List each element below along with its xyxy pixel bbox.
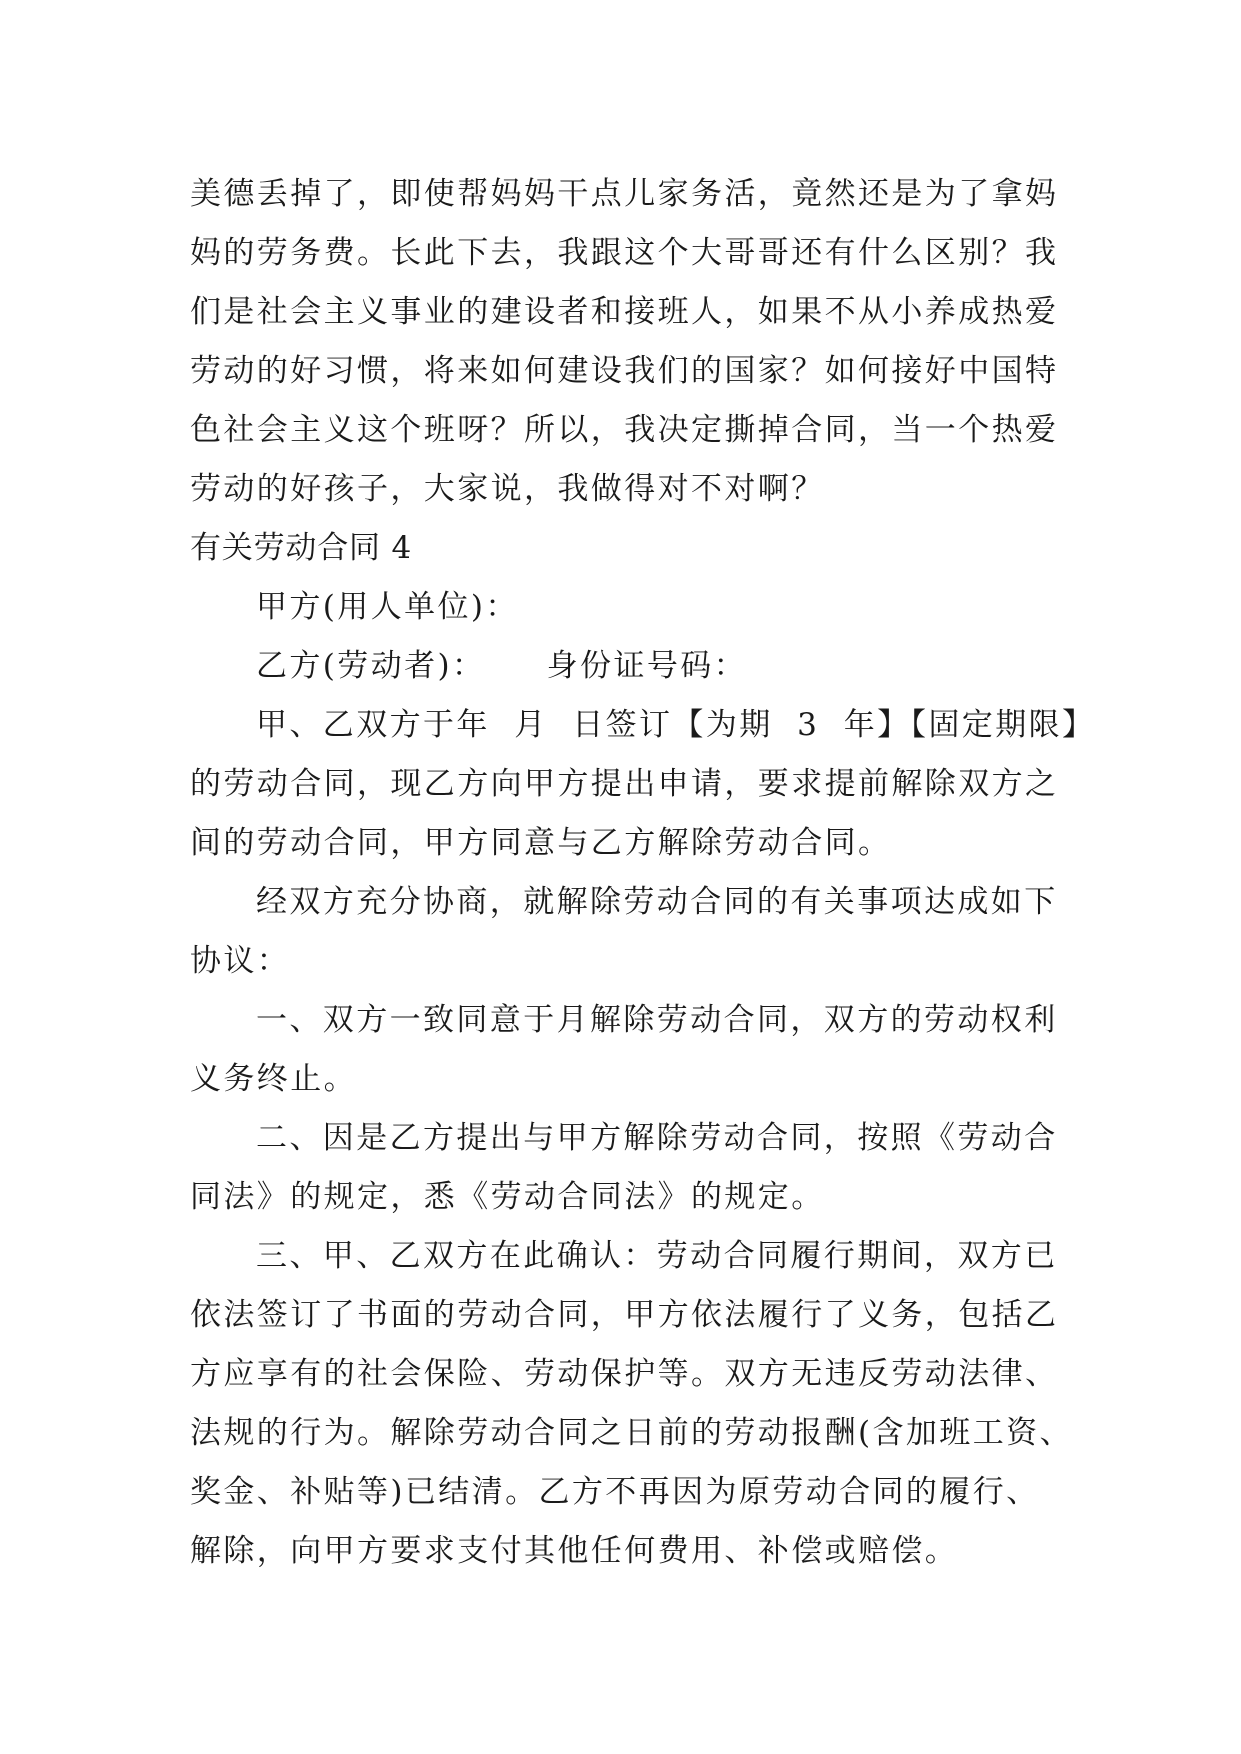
party-a-line: 甲方(用人单位)： (256, 589, 519, 625)
party-b-line: 乙方(劳动者)： 身份证号码： (256, 648, 748, 684)
paragraph-line: 三、甲、乙双方在此确认：劳动合同履行期间，双方已 (256, 1238, 1058, 1274)
paragraph-line: 的劳动合同，现乙方向甲方提出申请，要求提前解除双方之 (190, 766, 1059, 802)
paragraph-line: 协议： (190, 943, 291, 979)
paragraph-line: 一、双方一致同意于月解除劳动合同，双方的劳动权利 (256, 1002, 1058, 1038)
document-body (190, 165, 1096, 1581)
paragraph-line: 解除，向甲方要求支付其他任何费用、补偿或赔偿。 (190, 1533, 959, 1569)
section-title: 有关劳动合同 4 (190, 530, 412, 566)
text-line: 们是社会主义事业的建设者和接班人，如果不从小养成热爱 (190, 294, 1059, 330)
paragraph-line: 奖金、补贴等)已结清。乙方不再因为原劳动合同的履行、 (190, 1474, 1040, 1510)
paragraph-line: 经双方充分协商，就解除劳动合同的有关事项达成如下 (256, 884, 1058, 920)
paragraph-line: 方应享有的社会保险、劳动保护等。双方无违反劳动法律、 (190, 1356, 1059, 1392)
text-line: 劳动的好孩子，大家说，我做得对不对啊？ (190, 471, 825, 507)
paragraph-line: 间的劳动合同，甲方同意与乙方解除劳动合同。 (190, 825, 892, 861)
text-line: 美德丢掉了，即使帮妈妈干点儿家务活，竟然还是为了拿妈 (190, 176, 1059, 212)
text-line: 色社会主义这个班呀？所以，我决定撕掉合同，当一个热爱 (190, 412, 1059, 448)
paragraph-line: 甲、乙双方于年 月 日签订【为期 3 年】【固定期限】 (256, 707, 1096, 743)
paragraph-line: 依法签订了书面的劳动合同，甲方依法履行了义务，包括乙 (190, 1297, 1059, 1333)
paragraph-line: 同法》的规定，悉《劳动合同法》的规定。 (190, 1179, 825, 1215)
text-line: 妈的劳务费。长此下去，我跟这个大哥哥还有什么区别？我 (190, 235, 1059, 271)
paragraph-line: 法规的行为。解除劳动合同之日前的劳动报酬(含加班工资、 (190, 1415, 1073, 1451)
paragraph-line: 二、因是乙方提出与甲方解除劳动合同，按照《劳动合 (256, 1120, 1058, 1156)
text-line: 劳动的好习惯，将来如何建设我们的国家？如何接好中国特 (190, 353, 1059, 389)
paragraph-line: 义务终止。 (190, 1061, 357, 1097)
